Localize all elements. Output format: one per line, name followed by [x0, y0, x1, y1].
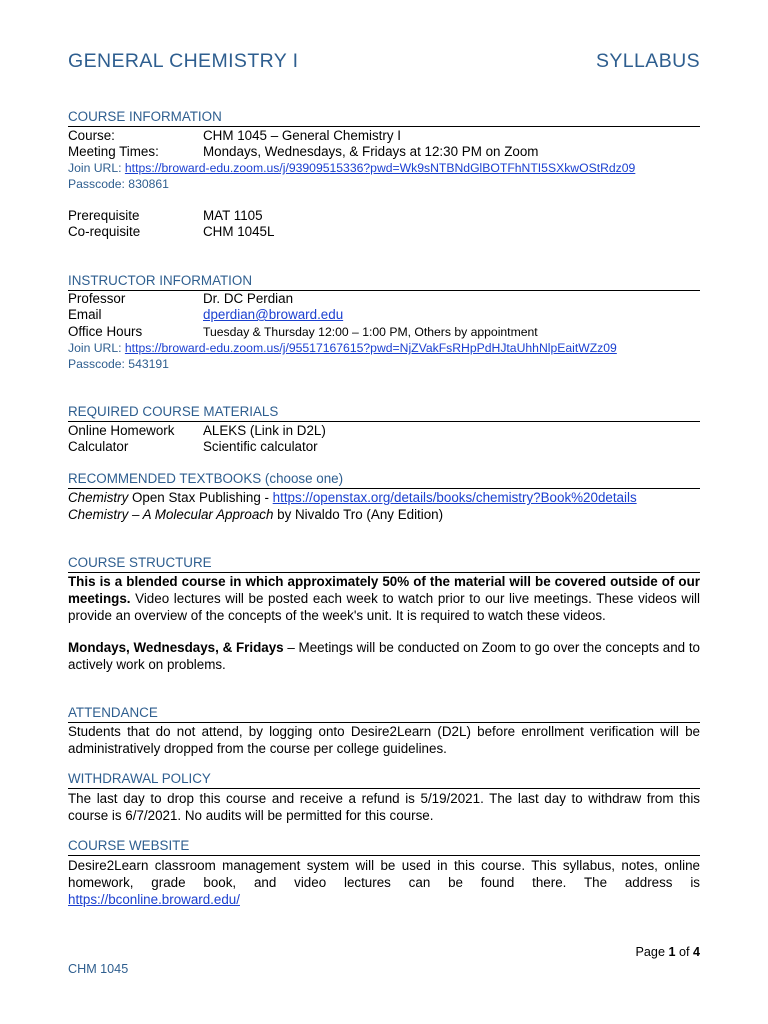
textbook-1-publisher: Open Stax Publishing - — [128, 490, 273, 505]
meeting-days-emphasis: Mondays, Wednesdays, & Fridays — [68, 640, 284, 655]
homework-row — [68, 423, 700, 439]
coreq-label: Co-requisite — [68, 224, 141, 239]
document-type: SYLLABUS — [595, 49, 700, 72]
professor-label: Professor — [68, 291, 126, 306]
office-hours-value: Tuesday & Thursday 12:00 – 1:00 PM, Others by appointment — [203, 325, 538, 339]
course-value: CHM 1045 – General Chemistry I — [203, 128, 401, 143]
instructor-zoom-link[interactable]: https://broward-edu.zoom.us/j/95517167615?pwd=NjZVakFsRHpPdHJtaUhhNlpEaitWZz09 — [124, 341, 617, 355]
openstax-link[interactable]: https://openstax.org/details/books/chemistry?Book%20details — [272, 490, 637, 505]
structure-text: Video lectures will be posted each week to watch prior to our live meetings. These videos will provide an overview of the concepts of the week's unit. It is required to watch these videos. — [68, 591, 700, 623]
course-passcode: Passcode: 830861 — [68, 177, 169, 191]
page-header — [68, 48, 700, 74]
course-zoom-link[interactable]: https://broward-edu.zoom.us/j/93909515336?pwd=Wk9sNTBNdGlBOTFhNTI5SXkwOStRdz09 — [124, 161, 636, 175]
section-attendance: ATTENDANCE — [68, 705, 700, 723]
coreq-value: CHM 1045L — [203, 224, 275, 239]
email-link[interactable]: dperdian@broward.edu — [203, 307, 344, 322]
section-required-materials: REQUIRED COURSE MATERIALS — [68, 404, 700, 422]
structure-paragraph-1 — [68, 573, 700, 624]
meeting-row — [68, 144, 700, 160]
prereq-row — [68, 208, 700, 224]
email-label: Email — [68, 307, 102, 322]
d2l-link[interactable]: https://bconline.broward.edu/ — [68, 892, 240, 907]
withdrawal-text: The last day to drop this course and receive a refund is 5/19/2021. The last day to withdraw from this course is 6/7/2021. No audits will be permitted for this course. — [68, 791, 700, 823]
website-text: Desire2Learn classroom management system will be used in this course. This syllabus, notes, online homework, grade book, and video lectures can be found there. The address is — [68, 858, 700, 890]
website-paragraph — [68, 857, 700, 908]
email-row — [68, 307, 700, 323]
calculator-row — [68, 439, 700, 455]
course-label: Course: — [68, 128, 115, 143]
structure-emphasis: This is a blended course in which approximately 50% of the material will be covered outside of our meetings. — [68, 574, 700, 606]
meeting-label: Meeting Times: — [68, 144, 159, 159]
structure-paragraph-2 — [68, 639, 700, 673]
homework-value: ALEKS (Link in D2L) — [203, 423, 326, 438]
instructor-passcode: Passcode: 543191 — [68, 357, 169, 371]
meeting-days-text: – Meetings will be conducted on Zoom to go over the concepts and to actively work on problems. — [68, 640, 700, 672]
professor-row — [68, 291, 700, 307]
attendance-text: Students that do not attend, by logging onto Desire2Learn (D2L) before enrollment verification will be administratively dropped from the course per college guidelines. — [68, 724, 700, 756]
homework-label: Online Homework — [68, 423, 175, 438]
section-instructor-information: INSTRUCTOR INFORMATION — [68, 273, 700, 291]
course-join-row — [68, 160, 700, 176]
calculator-label: Calculator — [68, 439, 129, 454]
coreq-row — [68, 224, 700, 240]
calculator-value: Scientific calculator — [203, 439, 318, 454]
section-course-website: COURSE WEBSITE — [68, 838, 700, 856]
footer-course-code: CHM 1045 — [68, 962, 129, 976]
textbook-2-author: by Nivaldo Tro (Any Edition) — [273, 507, 444, 522]
instructor-join-row — [68, 340, 700, 356]
document-title: GENERAL CHEMISTRY I — [68, 49, 299, 72]
prereq-value: MAT 1105 — [203, 208, 263, 223]
meeting-value: Mondays, Wednesdays, & Fridays at 12:30 PM on Zoom — [203, 144, 539, 159]
office-hours-label: Office Hours — [68, 324, 143, 339]
office-hours-row — [68, 324, 700, 340]
textbook-2 — [68, 507, 700, 523]
textbook-2-title: Chemistry – A Molecular Approach — [68, 507, 274, 522]
course-row — [68, 128, 700, 144]
professor-value: Dr. DC Perdian — [203, 291, 294, 306]
course-join-label: Join URL: — [68, 161, 125, 175]
textbook-1-title: Chemistry — [68, 490, 129, 505]
total-pages: 4 — [692, 945, 700, 959]
current-page: 1 — [668, 945, 676, 959]
page-number: Page 1 of 4 — [635, 945, 700, 959]
instructor-join-label: Join URL: — [68, 341, 125, 355]
section-recommended-textbooks: RECOMMENDED TEXTBOOKS (choose one) — [68, 471, 700, 489]
section-course-information: COURSE INFORMATION — [68, 109, 700, 127]
section-course-structure: COURSE STRUCTURE — [68, 555, 700, 573]
prereq-label: Prerequisite — [68, 208, 140, 223]
section-withdrawal-policy: WITHDRAWAL POLICY — [68, 771, 700, 789]
textbook-1 — [68, 490, 700, 506]
